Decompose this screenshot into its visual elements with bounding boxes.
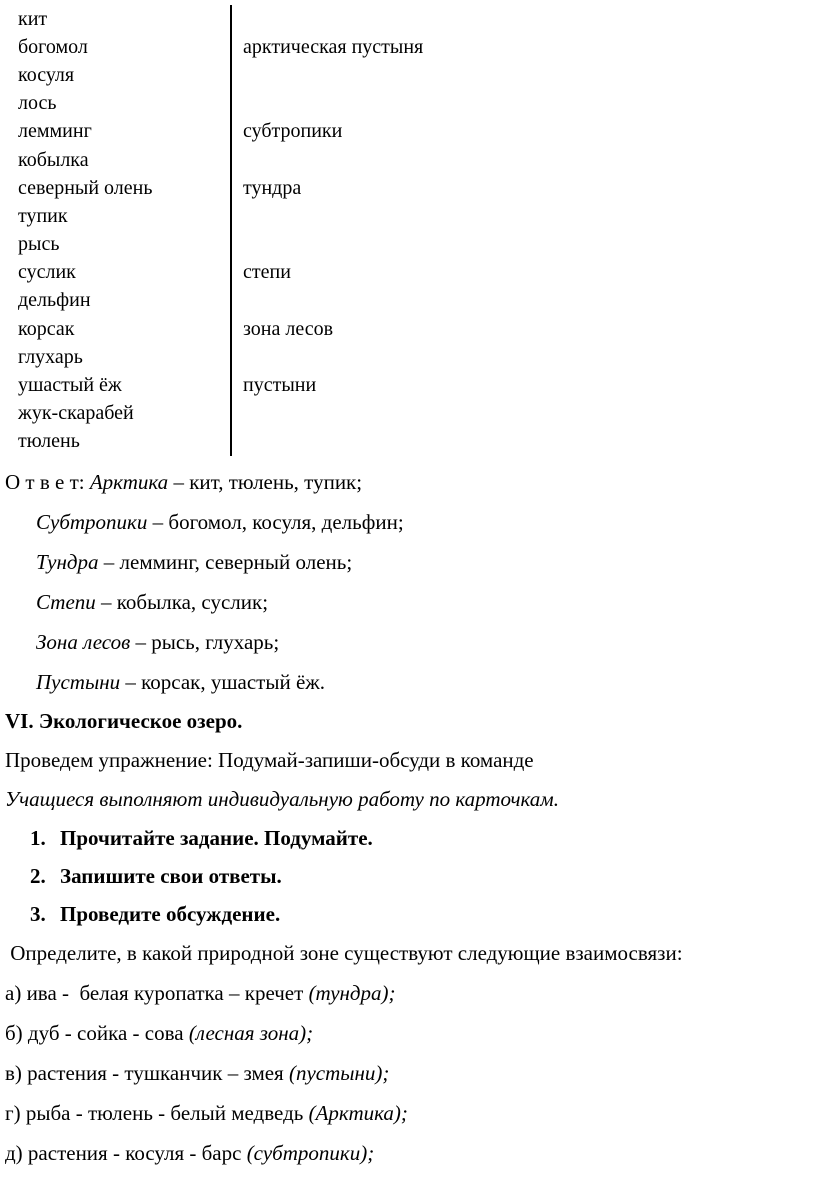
answer-block [5, 462, 808, 702]
section-intro: Проведем упражнение: Подумай-запиши-обсуди в команде [5, 748, 534, 772]
answer-label: О т в е т: [5, 470, 90, 494]
animal-name: дельфин [18, 289, 91, 312]
zone-label: Степи [36, 590, 96, 614]
food-chain [5, 1013, 808, 1053]
animal-name: богомол [18, 35, 88, 58]
zone-name: тундра [230, 174, 808, 202]
list-number: 2. [30, 864, 46, 888]
zone-name: субтропики [230, 118, 808, 146]
chain-text: д) растения - косуля - барс [5, 1141, 247, 1165]
matching-exercise [5, 5, 808, 456]
chain-zone: (тундра); [308, 981, 396, 1005]
zone-name [230, 400, 808, 428]
list-label: Проведите обсуждение. [60, 902, 281, 926]
animal-name: тюлень [18, 430, 80, 453]
answer-line [5, 502, 808, 542]
zone-name: зона лесов [230, 315, 808, 343]
zone-name [230, 61, 808, 89]
match-row [5, 343, 808, 371]
section-eco-lake [5, 702, 808, 1173]
animal-name: глухарь [18, 345, 83, 368]
food-chain [5, 1093, 808, 1133]
answer-text: – богомол, косуля, дельфин; [147, 510, 404, 534]
answer-text: – кит, тюлень, тупик; [168, 470, 363, 494]
chain-text: б) дуб - сойка - сова [5, 1021, 189, 1045]
match-row [5, 202, 808, 230]
animal-name: жук-скарабей [18, 402, 134, 425]
steps-list [5, 819, 808, 933]
list-item [30, 895, 808, 933]
zone-name [230, 343, 808, 371]
animal-name: тупик [18, 204, 68, 227]
zone-label: Субтропики [36, 510, 148, 534]
zone-name: пустыни [230, 371, 808, 399]
animal-name: косуля [18, 63, 75, 86]
answer-text: – лемминг, северный олень; [98, 550, 353, 574]
animal-name: суслик [18, 261, 76, 284]
answer-line [5, 542, 808, 582]
list-number: 3. [30, 902, 46, 926]
answer-text: – корсак, ушастый ёж. [120, 670, 326, 694]
animal-name: кобылка [18, 148, 89, 171]
chain-zone: (субтропики); [246, 1141, 375, 1165]
zone-label: Арктика [89, 470, 169, 494]
zone-label: Зона лесов [36, 630, 131, 654]
match-row [5, 118, 808, 146]
zone-name [230, 202, 808, 230]
answer-text: – кобылка, суслик; [95, 590, 269, 614]
food-chain [5, 1053, 808, 1093]
answer-line [5, 622, 808, 662]
list-item [30, 819, 808, 857]
zone-name [230, 90, 808, 118]
zone-name [230, 287, 808, 315]
zone-label: Тундра [36, 550, 99, 574]
animal-name: северный олень [18, 176, 153, 199]
section-note: Учащиеся выполняют индивидуальную работу по карточкам. [5, 787, 559, 811]
chain-text: в) растения - тушканчик – змея [5, 1061, 289, 1085]
answer-line [5, 662, 808, 702]
list-label: Запишите свои ответы. [60, 864, 282, 888]
match-row [5, 5, 808, 33]
chain-zone: (лесная зона); [188, 1021, 314, 1045]
match-row [5, 146, 808, 174]
animal-name: ушастый ёж [18, 374, 122, 397]
match-row [5, 428, 808, 456]
chain-zone: (Арктика); [308, 1101, 408, 1125]
answer-line [5, 462, 808, 502]
answer-line [5, 582, 808, 622]
food-chain [5, 973, 808, 1013]
zone-name [230, 428, 808, 456]
animal-name: лемминг [18, 120, 92, 143]
match-row [5, 315, 808, 343]
zone-name [230, 231, 808, 259]
list-number: 1. [30, 826, 46, 850]
list-label: Прочитайте задание. Подумайте. [60, 826, 373, 850]
instruction-line: Определите, в какой природной зоне существуют следующие взаимосвязи: [5, 941, 683, 965]
chain-zone: (пустыни); [288, 1061, 390, 1085]
animal-name: рысь [18, 233, 60, 256]
match-row [5, 400, 808, 428]
animal-name: кит [18, 7, 48, 30]
section-heading: VI. Экологическое озеро. [5, 709, 243, 733]
match-row [5, 259, 808, 287]
zone-name: степи [230, 259, 808, 287]
match-row [5, 90, 808, 118]
match-row [5, 174, 808, 202]
match-row [5, 61, 808, 89]
answer-text: – рысь, глухарь; [130, 630, 280, 654]
match-row [5, 231, 808, 259]
match-row [5, 371, 808, 399]
zone-name [230, 5, 808, 33]
match-row [5, 287, 808, 315]
food-chain [5, 1133, 808, 1173]
match-row [5, 33, 808, 61]
chain-text: а) ива - белая куропатка – кречет [5, 981, 309, 1005]
list-item [30, 857, 808, 895]
animal-name: корсак [18, 317, 75, 340]
zone-name: арктическая пустыня [230, 33, 808, 61]
animal-name: лось [18, 92, 57, 115]
chain-text: г) рыба - тюлень - белый медведь [5, 1101, 309, 1125]
zone-name [230, 146, 808, 174]
zone-label: Пустыни [36, 670, 121, 694]
